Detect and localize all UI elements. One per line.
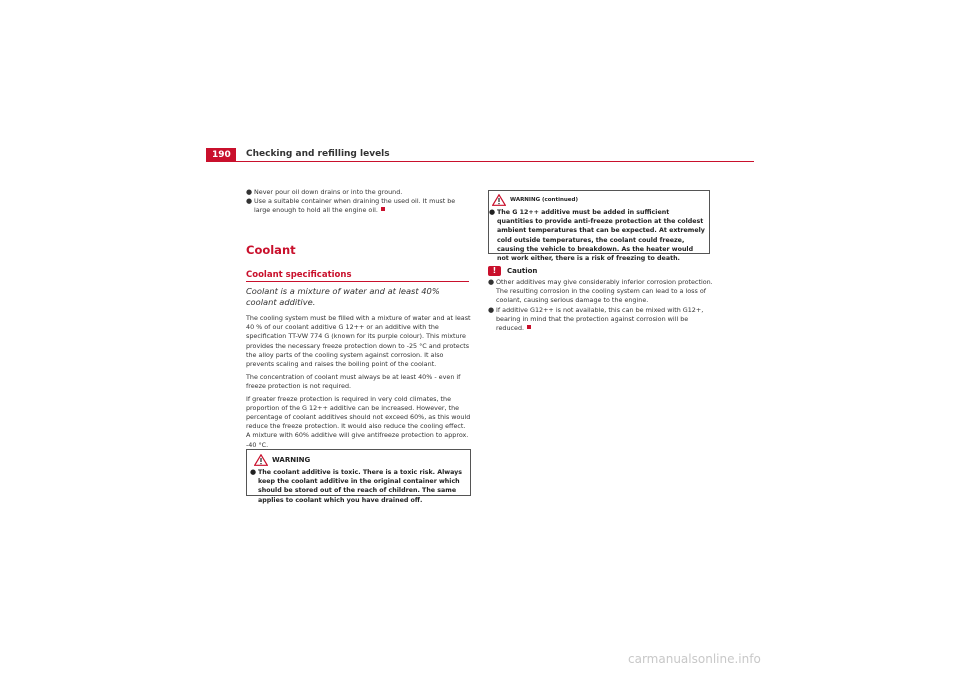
warning-triangle-icon: [254, 454, 268, 466]
caution-list: [488, 278, 713, 333]
list-item-text: Never pour oil down drains or into the ground.: [254, 188, 403, 196]
caution-icon: !: [488, 266, 501, 276]
warning-label: WARNING (continued): [510, 197, 578, 203]
list-item: [246, 197, 471, 215]
list-item-text: Use a suitable container when draining the used oil. It must be large enough to hold all the engine oil.: [254, 197, 456, 215]
header-divider: [206, 161, 754, 162]
list-item: [488, 306, 713, 334]
end-of-section-icon: [381, 207, 385, 211]
section-title: Coolant: [246, 243, 296, 257]
list-item-text: Other additives may give considerably inferior corrosion protection. The resulting corrosion in the cooling system can lead to a loss of coolant, causing serious damage to the engine.: [496, 278, 713, 305]
coolant-body: [246, 314, 471, 453]
warning-header: [489, 191, 709, 206]
lead-text: Coolant is a mixture of water and at least 40% coolant additive.: [246, 286, 440, 307]
subsection-title: Coolant specifications: [246, 270, 352, 280]
bullet-icon: ●: [246, 197, 253, 206]
paragraph: The cooling system must be filled with a mixture of water and at least 40 % of our coolant additive G 12++ or an additive with the specification TT-VW 774 G (known for its purple colour). This mixture provides the necessary freeze protection down to -25 °C and protects the alloy parts of the cooling system against corrosion. It also prevents scaling and raises the boiling point of the coolant.: [246, 314, 471, 369]
warning-box: [246, 449, 471, 504]
subsection-divider: [246, 281, 469, 282]
warning-continued-box: [488, 190, 710, 263]
bullet-icon: ●: [246, 188, 253, 196]
warning-item: [489, 206, 709, 263]
chapter-title: Checking and refilling levels: [246, 149, 390, 159]
watermark: carmanualsonline.info: [628, 652, 761, 666]
list-item-text: If additive G12++ is not available, this can be mixed with G12+, bearing in mind that the protection against corrosion will be reduced.: [496, 305, 704, 333]
list-item: [246, 188, 471, 197]
warning-label: WARNING: [272, 456, 311, 464]
bullet-icon: ●: [250, 468, 257, 476]
list-item: [488, 278, 713, 306]
page-number: 190: [206, 148, 236, 162]
caution-header: [488, 266, 537, 276]
warning-text: The G 12++ additive must be added in sufficient quantities to provide anti-freeze protection at the coldest ambient temperatures that can be expected. At extremely cold outside temperatures, the coolant could freeze, causing the vehicle to breakdown. As the heater would not work either, there is a risk of freezing to death.: [497, 209, 705, 263]
end-of-section-icon: [527, 325, 531, 329]
warning-triangle-icon: [492, 194, 506, 206]
paragraph: The concentration of coolant must always be at least 40% - even if freeze protection is not required.: [246, 372, 461, 390]
paragraph: If greater freeze protection is required in very cold climates, the proportion of the G 12++ additive can be increased. However, the percentage of coolant additives should not exceed 60%, as this would reduce the freeze protection. It would also reduce the cooling effect. A mixture with 60% additive will give antifreeze protection to approx. -40 °C.: [246, 394, 471, 449]
warning-header: [247, 450, 470, 466]
oil-disposal-list: [246, 188, 471, 216]
bullet-icon: ●: [488, 278, 495, 286]
bullet-icon: ●: [489, 208, 496, 216]
warning-item: [247, 466, 470, 505]
caution-label: Caution: [507, 267, 538, 275]
warning-text: The coolant additive is toxic. There is a toxic risk. Always keep the coolant additive in the original container which should be stored out of the reach of children. The same applies to coolant which you have drained off.: [258, 469, 463, 504]
bullet-icon: ●: [488, 305, 495, 314]
